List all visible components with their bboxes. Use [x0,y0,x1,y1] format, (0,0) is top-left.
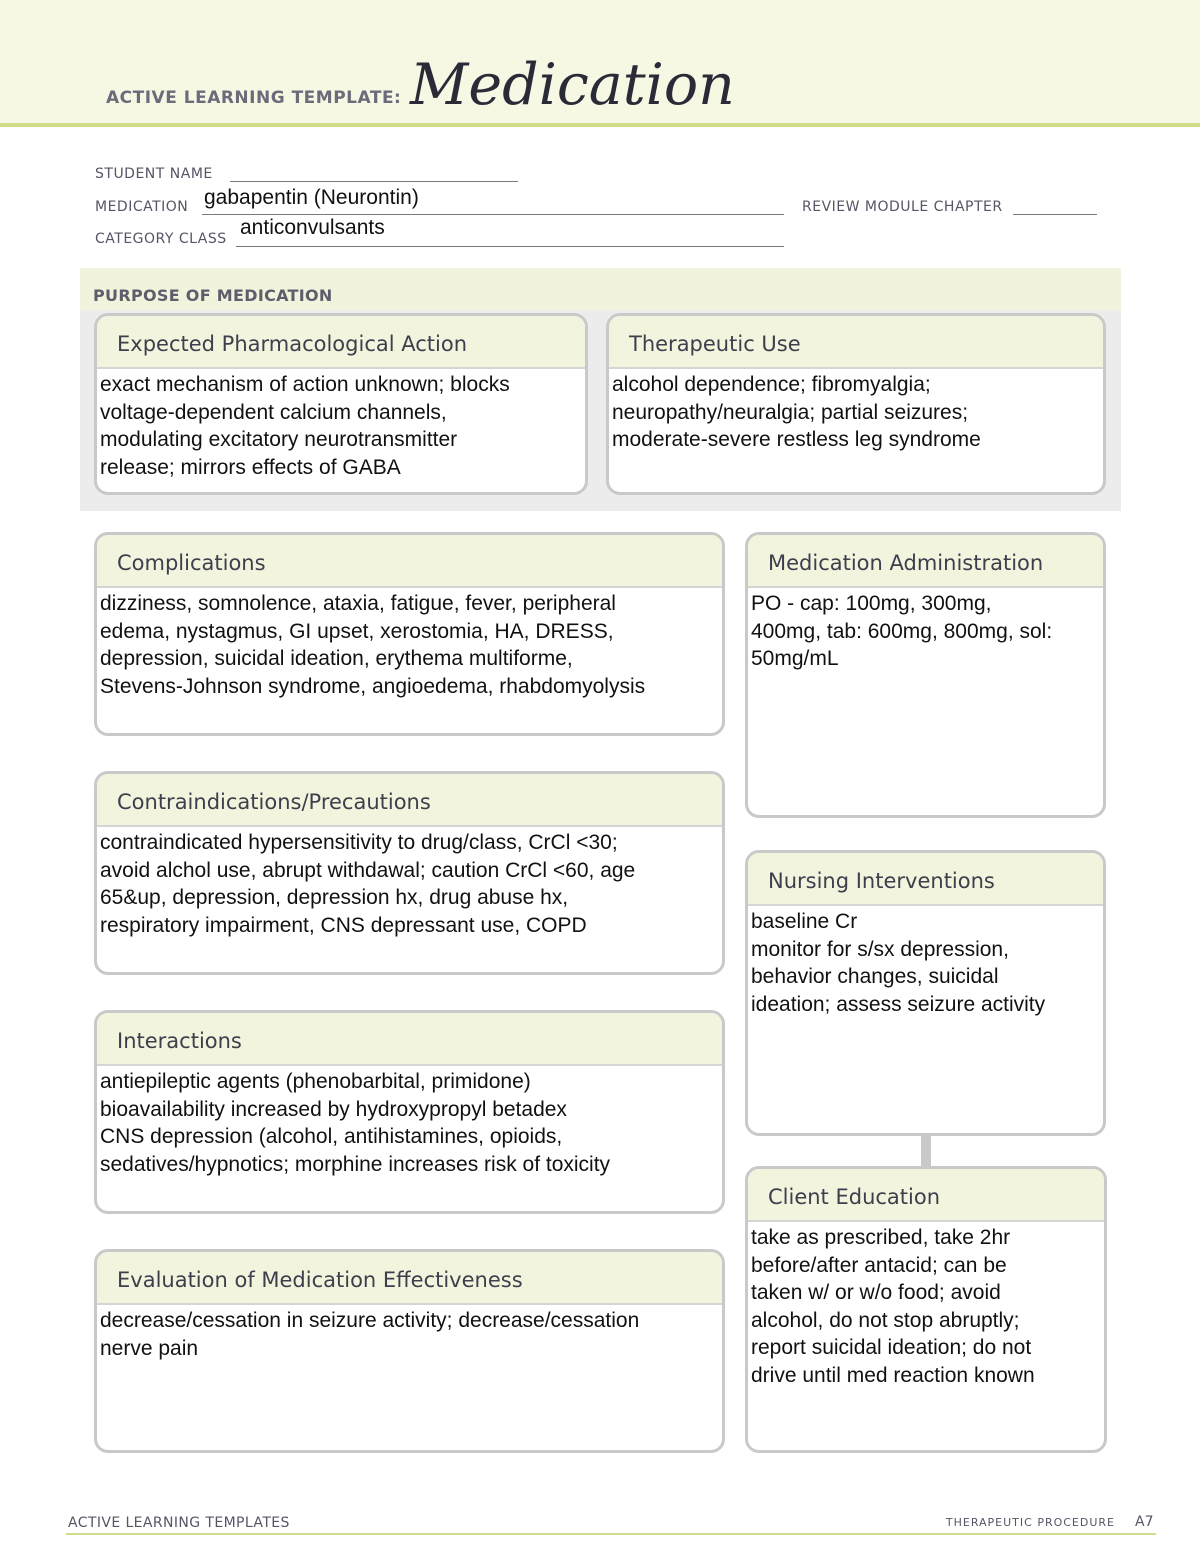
contraindications-text[interactable]: contraindicated hypersensitivity to drug/class, CrCl <30; avoid alchol use, abrupt withdawal; caution CrCl <60, age 65&up, depression, depression hx, drug abuse hx, respiratory impairment, CNS depressant use, COPD [100,831,636,937]
student-name-line [230,181,518,182]
page-number: A7 [1135,1514,1154,1530]
category-class-field[interactable]: anticonvulsants [240,216,385,239]
category-class-label: CATEGORY CLASS [95,231,227,247]
interactions-text[interactable]: antiepileptic agents (phenobarbital, primidone) bioavailability increased by hydroxypropyl betadex CNS depression (alcohol, antihistamines, opioids, sedatives/hypnotics; morphine increases risk of toxicity [100,1070,611,1176]
medication-label: MEDICATION [95,199,189,215]
administration-header [748,535,1103,588]
category-class-line [236,246,784,247]
header-rule [0,123,1200,127]
footer-rule [66,1533,1156,1535]
complications-header [97,535,722,588]
interactions-header [97,1013,722,1066]
nursing-interventions-header [748,853,1103,906]
footer-left-label: ACTIVE LEARNING TEMPLATES [68,1515,290,1531]
contraindications-header [97,774,722,827]
administration-card [745,532,1106,818]
client-education-text[interactable]: take as prescribed, take 2hr before/after antacid; can be taken w/ or w/o food; avoid alcohol, do not stop abruptly; report suicidal ideation; do not drive until med reaction known [751,1226,1035,1387]
therapeutic-use-card [606,313,1106,495]
evaluation-header [97,1252,722,1305]
complications-title: Complications [117,551,266,575]
connector-bar [921,1136,931,1166]
nursing-interventions-text[interactable]: baseline Cr monitor for s/sx depression, behavior changes, suicidal ideation; assess seizure activity [751,910,1046,1016]
complications-card [94,532,725,736]
template-label: ACTIVE LEARNING TEMPLATE: [106,88,402,108]
expected-action-header [97,316,585,369]
client-education-header [748,1169,1104,1222]
footer-right-label: THERAPEUTIC PROCEDURE [945,1516,1115,1529]
administration-title: Medication Administration [768,551,1044,575]
evaluation-card [94,1249,725,1453]
complications-text[interactable]: dizziness, somnolence, ataxia, fatigue, fever, peripheral edema, nystagmus, GI upset, xerostomia, HA, DRESS, depression, suicidal ideation, erythema multiforme, Stevens-Johnson syndrome, angioedema, rhabdomyolysis [100,592,646,698]
interactions-card [94,1010,725,1214]
evaluation-title: Evaluation of Medication Effectiveness [117,1268,523,1292]
expected-action-title: Expected Pharmacological Action [117,332,468,356]
contraindications-title: Contraindications/Precautions [117,790,431,814]
review-module-line [1013,214,1097,215]
expected-action-text[interactable]: exact mechanism of action unknown; blocks voltage-dependent calcium channels, modulating excitatory neurotransmitter release; mirrors effects of GABA [100,373,510,479]
therapeutic-use-text[interactable]: alcohol dependence; fibromyalgia; neuropathy/neuralgia; partial seizures; moderate-severe restless leg syndrome [612,373,981,451]
client-education-card [745,1166,1107,1453]
expected-action-card [94,313,588,495]
contraindications-card [94,771,725,975]
purpose-label: PURPOSE OF MEDICATION [93,286,333,305]
template-title: Medication [410,52,735,118]
evaluation-text[interactable]: decrease/cessation in seizure activity; decrease/cessation nerve pain [100,1309,640,1360]
nursing-interventions-title: Nursing Interventions [768,869,995,893]
student-name-label: STUDENT NAME [95,166,213,182]
client-education-title: Client Education [768,1185,941,1209]
medication-line [202,214,784,215]
therapeutic-use-title: Therapeutic Use [629,332,801,356]
interactions-title: Interactions [117,1029,242,1053]
therapeutic-use-header [609,316,1103,369]
review-module-label: REVIEW MODULE CHAPTER [802,199,1003,215]
administration-text[interactable]: PO - cap: 100mg, 300mg, 400mg, tab: 600mg, 800mg, sol: 50mg/mL [751,592,1053,670]
medication-field[interactable]: gabapentin (Neurontin) [204,186,419,209]
nursing-interventions-card [745,850,1106,1136]
